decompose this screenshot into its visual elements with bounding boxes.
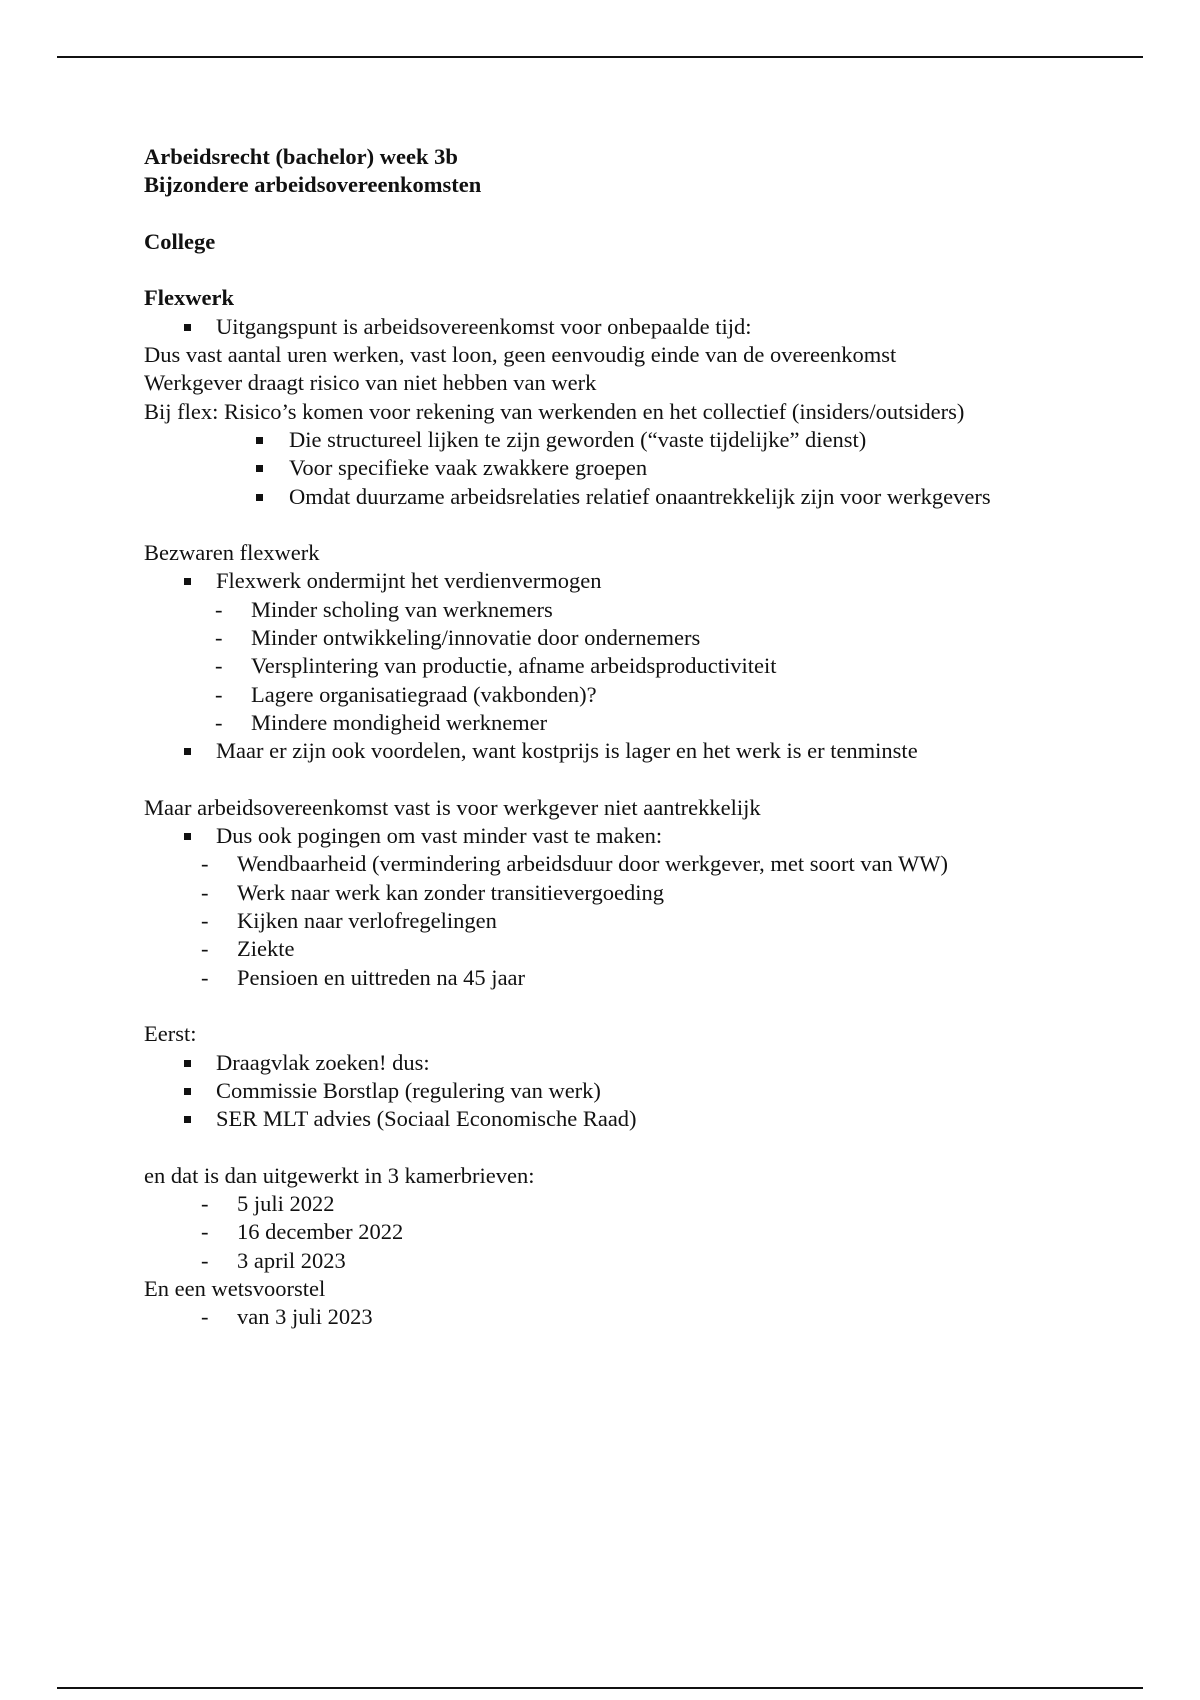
dash-marker: - xyxy=(215,709,223,735)
dash-marker: - xyxy=(201,908,209,934)
bullet-text: Commissie Borstlap (regulering van werk) xyxy=(216,1077,601,1103)
dash-item xyxy=(144,935,1144,963)
bullet-text: SER MLT advies (Sociaal Economische Raad) xyxy=(216,1106,637,1132)
square-bullet-icon xyxy=(184,748,191,755)
paragraph-line: Bij flex: Risico’s komen voor rekening van werkenden en het collectief (insiders/outsiders) xyxy=(144,398,965,424)
bullet-item xyxy=(144,1049,1144,1077)
dash-marker: - xyxy=(201,879,209,905)
sub-bullet-item xyxy=(144,483,1144,511)
bullet-item xyxy=(144,737,1144,765)
dash-marker: - xyxy=(215,653,223,679)
bezwaren-heading: Bezwaren flexwerk xyxy=(144,540,320,566)
dash-item xyxy=(144,879,1144,907)
top-rule xyxy=(57,56,1143,58)
bullet-text: Maar er zijn ook voordelen, want kostprijs is lager en het werk is er tenminste xyxy=(216,738,918,764)
document-subtitle: Bijzondere arbeidsovereenkomsten xyxy=(144,172,482,198)
dash-text: Versplintering van productie, afname arbeidsproductiviteit xyxy=(251,653,777,679)
dash-marker: - xyxy=(201,1247,209,1273)
dash-marker: - xyxy=(201,1190,209,1216)
dash-item xyxy=(144,1190,1144,1218)
flexwerk-heading: Flexwerk xyxy=(144,285,234,311)
dash-item xyxy=(144,624,1144,652)
paragraph-line: Werkgever draagt risico van niet hebben van werk xyxy=(144,370,597,396)
dash-item xyxy=(144,1247,1144,1275)
dash-marker: - xyxy=(215,625,223,651)
dash-item xyxy=(144,652,1144,680)
dash-text: Minder scholing van werknemers xyxy=(251,596,553,622)
kamerbrieven-heading: en dat is dan uitgewerkt in 3 kamerbrieven: xyxy=(144,1162,535,1188)
dash-text: Ziekte xyxy=(237,936,295,962)
bullet-text: Voor specifieke vaak zwakkere groepen xyxy=(289,455,648,481)
square-bullet-icon xyxy=(256,494,263,501)
bullet-item xyxy=(144,822,1144,850)
sub-bullet-item xyxy=(144,454,1144,482)
dash-text: 3 april 2023 xyxy=(237,1247,346,1273)
document-title: Arbeidsrecht (bachelor) week 3b xyxy=(144,144,458,169)
square-bullet-icon xyxy=(256,437,263,444)
square-bullet-icon xyxy=(184,833,191,840)
square-bullet-icon xyxy=(184,1088,191,1095)
dash-text: Minder ontwikkeling/innovatie door ondernemers xyxy=(251,625,701,651)
square-bullet-icon xyxy=(184,324,191,331)
college-heading: College xyxy=(144,228,216,254)
dash-marker: - xyxy=(201,936,209,962)
dash-item xyxy=(144,681,1144,709)
dash-item xyxy=(144,850,1144,878)
dash-marker: - xyxy=(215,681,223,707)
dash-text: Wendbaarheid (vermindering arbeidsduur door werkgever, met soort van WW) xyxy=(237,851,948,877)
dash-text: Mindere mondigheid werknemer xyxy=(251,709,548,735)
dash-marker: - xyxy=(201,964,209,990)
vast-heading: Maar arbeidsovereenkomst vast is voor werkgever niet aantrekkelijk xyxy=(144,794,761,820)
dash-text: Kijken naar verlofregelingen xyxy=(237,908,497,934)
bullet-text: Die structureel lijken te zijn geworden (“vaste tijdelijke” dienst) xyxy=(289,426,867,452)
dash-item xyxy=(144,964,1144,992)
dash-text: van 3 juli 2023 xyxy=(237,1304,373,1330)
dash-marker: - xyxy=(201,1219,209,1245)
square-bullet-icon xyxy=(184,1116,191,1123)
dash-text: Werk naar werk kan zonder transitievergoeding xyxy=(237,879,664,905)
dash-item xyxy=(144,1218,1144,1246)
dash-item xyxy=(144,709,1144,737)
bullet-text: Omdat duurzame arbeidsrelaties relatief onaantrekkelijk zijn voor werkgevers xyxy=(289,483,991,509)
dash-text: 16 december 2022 xyxy=(237,1219,404,1245)
bullet-item xyxy=(144,567,1144,595)
wetsvoorstel-heading: En een wetsvoorstel xyxy=(144,1275,326,1301)
document-body xyxy=(144,143,1144,1331)
square-bullet-icon xyxy=(256,465,263,472)
square-bullet-icon xyxy=(184,1060,191,1067)
spacer xyxy=(144,256,1144,284)
spacer xyxy=(144,992,1144,1020)
bullet-item xyxy=(144,313,1144,341)
dash-text: Pensioen en uittreden na 45 jaar xyxy=(237,964,526,990)
paragraph-line: Dus vast aantal uren werken, vast loon, geen eenvoudig einde van de overeenkomst xyxy=(144,342,897,368)
dash-marker: - xyxy=(201,851,209,877)
dash-text: 5 juli 2022 xyxy=(237,1190,335,1216)
bullet-text: Flexwerk ondermijnt het verdienvermogen xyxy=(216,568,602,594)
dash-item xyxy=(144,596,1144,624)
spacer xyxy=(144,1133,1144,1161)
dash-item xyxy=(144,1303,1144,1331)
square-bullet-icon xyxy=(184,578,191,585)
dash-item xyxy=(144,907,1144,935)
eerst-heading: Eerst: xyxy=(144,1021,197,1047)
bullet-text: Uitgangspunt is arbeidsovereenkomst voor onbepaalde tijd: xyxy=(216,313,752,339)
dash-marker: - xyxy=(201,1304,209,1330)
spacer xyxy=(144,200,1144,228)
spacer xyxy=(144,766,1144,794)
bullet-item xyxy=(144,1077,1144,1105)
bullet-item xyxy=(144,1105,1144,1133)
bottom-rule xyxy=(57,1687,1143,1689)
dash-text: Lagere organisatiegraad (vakbonden)? xyxy=(251,681,597,707)
bullet-text: Dus ook pogingen om vast minder vast te maken: xyxy=(216,823,663,849)
bullet-text: Draagvlak zoeken! dus: xyxy=(216,1049,430,1075)
spacer xyxy=(144,511,1144,539)
sub-bullet-item xyxy=(144,426,1144,454)
dash-marker: - xyxy=(215,596,223,622)
